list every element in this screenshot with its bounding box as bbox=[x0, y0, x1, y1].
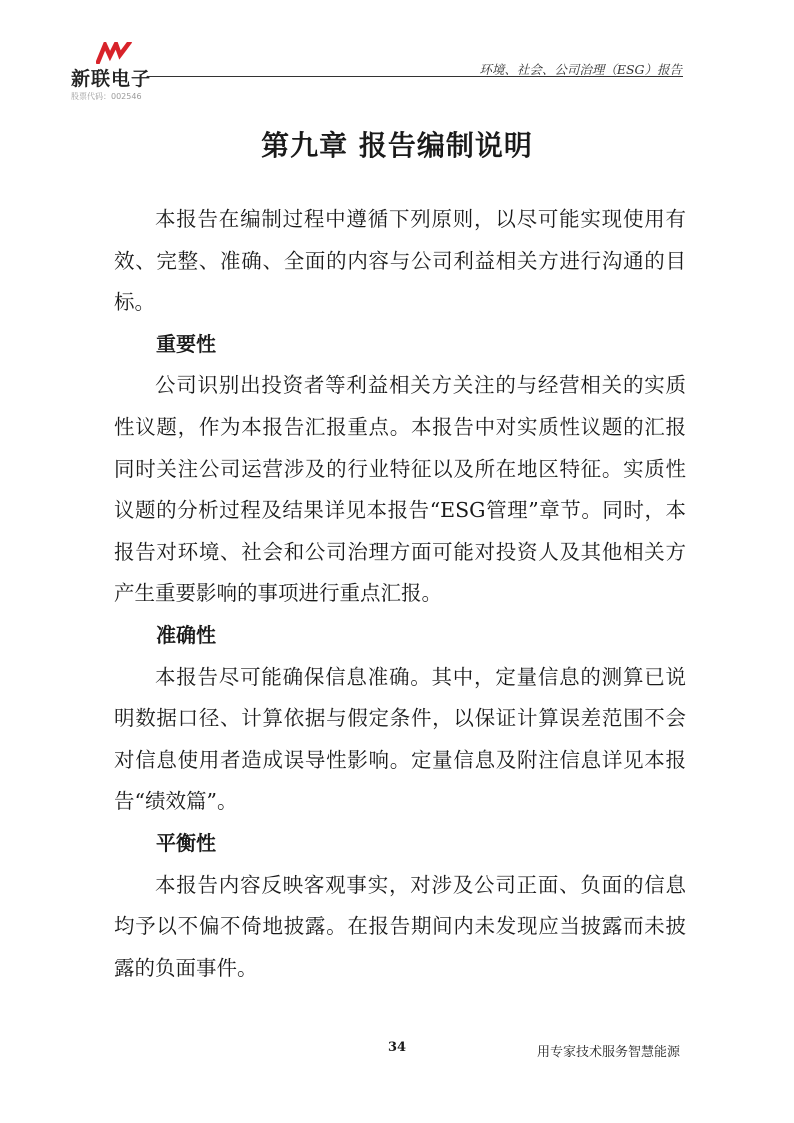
main-content bbox=[114, 199, 686, 989]
page-number: 34 bbox=[387, 1040, 407, 1055]
section-body-materiality: 公司识别出投资者等利益相关方关注的与经营相关的实质性议题，作为本报告汇报重点。本报告中对实质性议题的汇报同时关注公司运营涉及的行业特征以及所在地区特征。实质性议题的分析过程及结果详见本报告“ESG管理”章节。同时，本报告对环境、社会和公司治理方面可能对投资人及其他相关方产生重要影响的事项进行重点汇报。 bbox=[114, 373, 686, 606]
section-heading-materiality: 重要性 bbox=[156, 331, 216, 356]
report-title: 环境、社会、公司治理（ESG）报告 bbox=[479, 62, 682, 77]
section-heading-balance: 平衡性 bbox=[156, 830, 216, 855]
stock-code: 股票代码：002546 bbox=[71, 92, 142, 101]
chapter-title: 第九章 报告编制说明 bbox=[261, 129, 533, 162]
company-logo-icon bbox=[96, 42, 134, 64]
intro-paragraph: 本报告在编制过程中遵循下列原则，以尽可能实现使用有效、完整、准确、全面的内容与公司利益相关方进行沟通的目标。 bbox=[114, 207, 686, 315]
footer-slogan: 用专家技术服务智慧能源 bbox=[536, 1045, 680, 1060]
page-header bbox=[0, 0, 794, 110]
section-heading-accuracy: 准确性 bbox=[156, 622, 216, 647]
section-body-balance: 本报告内容反映客观事实，对涉及公司正面、负面的信息均予以不偏不倚地披露。在报告期间内未发现应当披露而未披露的负面事件。 bbox=[114, 872, 686, 980]
section-body-accuracy: 本报告尽可能确保信息准确。其中，定量信息的测算已说明数据口径、计算依据与假定条件，以保证计算误差范围不会对信息使用者造成误导性影响。定量信息及附注信息详见本报告“绩效篇”。 bbox=[114, 664, 686, 814]
brand-name: 新联电子 bbox=[71, 68, 152, 90]
